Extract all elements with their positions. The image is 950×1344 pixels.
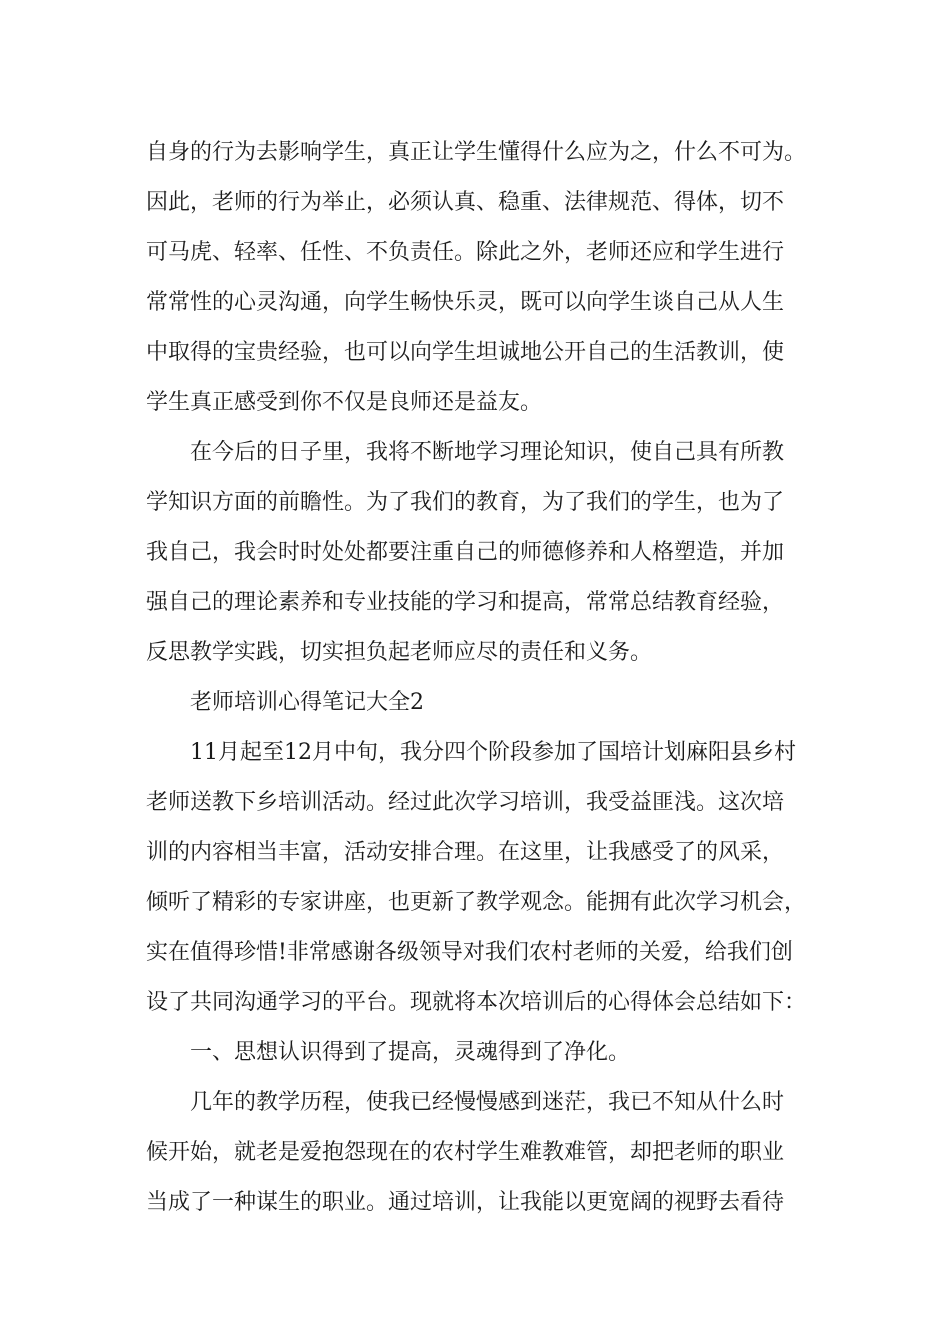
text-line: 可马虎、轻率、任性、不负责任。除此之外，老师还应和学生进行	[146, 240, 785, 265]
text-line: 训的内容相当丰富，活动安排合理。在这里，让我感受了的风采，	[146, 840, 785, 865]
subsection-heading: 一、思想认识得到了提高，灵魂得到了净化。	[190, 1040, 631, 1065]
text-line: 实在值得珍惜!非常感谢各级领导对我们农村老师的关爱，给我们创	[146, 940, 793, 965]
text-line: 因此，老师的行为举止，必须认真、稳重、法律规范、得体，切不	[146, 190, 785, 215]
text-line: 我自己，我会时时处处都要注重自己的师德修养和人格塑造，并加	[146, 540, 785, 565]
text-line: 几年的教学历程，使我已经慢慢感到迷茫，我已不知从什么时	[190, 1090, 785, 1115]
text-line: 常常性的心灵沟通，向学生畅快乐灵，既可以向学生谈自己从人生	[146, 290, 785, 315]
text-line: 当成了一种谋生的职业。通过培训，让我能以更宽阔的视野去看待	[146, 1190, 785, 1215]
text-line: 自身的行为去影响学生，真正让学生懂得什么应为之，什么不可为。	[146, 140, 807, 165]
text-line: 学生真正感受到你不仅是良师还是益友。	[146, 390, 543, 415]
section-heading: 老师培训心得笔记大全2	[190, 690, 424, 715]
text-line: 11月起至12月中旬，我分四个阶段参加了国培计划麻阳县乡村	[190, 740, 796, 765]
text-line: 学知识方面的前瞻性。为了我们的教育，为了我们的学生，也为了	[146, 490, 785, 515]
text-line: 中取得的宝贵经验，也可以向学生坦诚地公开自己的生活教训，使	[146, 340, 785, 365]
text-line: 反思教学实践，切实担负起老师应尽的责任和义务。	[146, 640, 653, 665]
text-line: 强自己的理论素养和专业技能的学习和提高，常常总结教育经验，	[146, 590, 785, 615]
document-body	[146, 128, 846, 1228]
text-line: 候开始，就老是爱抱怨现在的农村学生难教难管，却把老师的职业	[146, 1140, 785, 1165]
text-line: 在今后的日子里，我将不断地学习理论知识，使自己具有所教	[190, 440, 785, 465]
text-line: 倾听了精彩的专家讲座，也更新了教学观念。能拥有此次学习机会，	[146, 890, 807, 915]
text-line: 老师送教下乡培训活动。经过此次学习培训，我受益匪浅。这次培	[146, 790, 785, 815]
text-line: 设了共同沟通学习的平台。现就将本次培训后的心得体会总结如下：	[146, 990, 807, 1015]
